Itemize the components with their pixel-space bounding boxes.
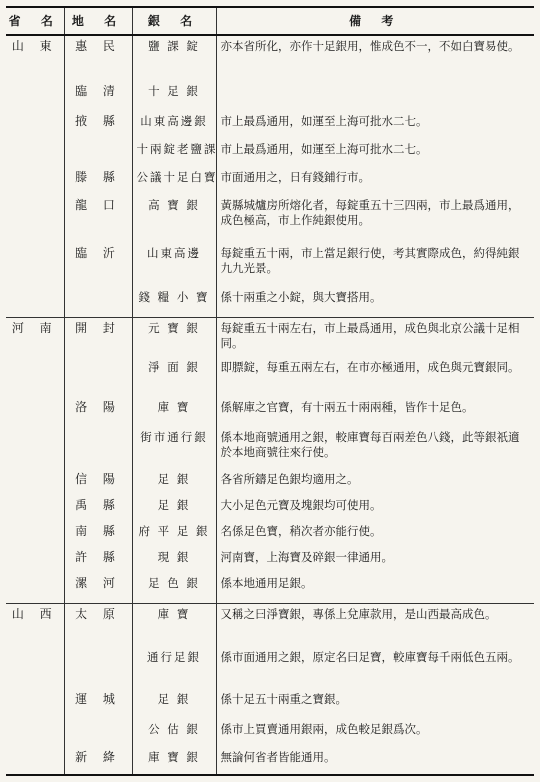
- note-cell: 市上最爲通用，如運至上海可批水二七。: [216, 139, 534, 167]
- province-cell: [6, 195, 64, 243]
- province-cell: [6, 111, 64, 139]
- silver-cell: 庫 寶: [132, 397, 216, 427]
- note-cell: 大小足色元寶及塊銀均可使用。: [216, 495, 534, 521]
- note-cell: 係市上買賣通用銀兩，成色較足銀爲次。: [216, 719, 534, 747]
- note-cell: 係十兩重之小錠，與大寶搭用。: [216, 287, 534, 317]
- note-cell: 河南寶，上海寶及碎銀一律通用。: [216, 547, 534, 573]
- silver-cell: 十兩錠老鹽課: [132, 139, 216, 167]
- silver-cell: 山東高邊銀: [132, 111, 216, 139]
- province-cell: [6, 427, 64, 469]
- table-row: [6, 287, 534, 317]
- silver-cell: 十 足 銀: [132, 81, 216, 111]
- place-cell: [64, 357, 132, 397]
- province-cell: [6, 495, 64, 521]
- table-row: [6, 747, 534, 775]
- table-row: [6, 521, 534, 547]
- note-cell: 亦本省所化，亦作十足銀用，惟成色不一，不如白寶易使。: [216, 35, 534, 81]
- table-row: [6, 35, 534, 81]
- province-cell: [6, 81, 64, 111]
- province-cell: [6, 747, 64, 775]
- place-cell: 掖 縣: [64, 111, 132, 139]
- silver-cell: 元 寶 銀: [132, 317, 216, 357]
- place-cell: [64, 719, 132, 747]
- note-cell: 無論何省者皆能通用。: [216, 747, 534, 775]
- silver-cell: 公議十足白寶: [132, 167, 216, 195]
- note-cell: 市面通用之，日有錢鋪行市。: [216, 167, 534, 195]
- table-row: [6, 243, 534, 287]
- province-cell: 山 西: [6, 603, 64, 647]
- note-cell: 每錠重五十兩左右，市上最爲通用，成色與北京公議十足相同。: [216, 317, 534, 357]
- province-cell: [6, 719, 64, 747]
- place-cell: 惠 民: [64, 35, 132, 81]
- table-row: [6, 573, 534, 603]
- table-row: [6, 195, 534, 243]
- table-row: [6, 689, 534, 719]
- province-cell: 山 東: [11, 39, 58, 53]
- province-cell: 河 南: [6, 317, 64, 357]
- silver-cell: 足 色 銀: [132, 573, 216, 603]
- province-cell: [6, 469, 64, 495]
- note-cell: 係十足五十兩重之寶銀。: [216, 689, 534, 719]
- province-cell: [6, 647, 64, 689]
- note-cell: [216, 81, 534, 111]
- province-cell: [6, 547, 64, 573]
- note-cell: 係本地商號通用之銀，較庫寶每百兩差色八錢，此等銀祇適於本地商號往來行使。: [216, 427, 534, 469]
- place-cell: 新 絳: [64, 747, 132, 775]
- note-cell: 係市面通用之銀，原定名曰足寶，較庫寶每千兩低色五兩。: [216, 647, 534, 689]
- silver-cell: 錢 糧 小 寶: [132, 287, 216, 317]
- place-cell: 太 原: [64, 603, 132, 647]
- note-cell: 係本地通用足銀。: [216, 573, 534, 603]
- header-place: 地 名: [64, 7, 132, 35]
- silver-cell: 府 平 足 銀: [132, 521, 216, 547]
- header-note: 備 考: [216, 7, 534, 35]
- province-cell: [6, 287, 64, 317]
- place-cell: 許 縣: [64, 547, 132, 573]
- place-cell: 洛 陽: [64, 397, 132, 427]
- place-cell: 運 城: [64, 689, 132, 719]
- table-row: [6, 397, 534, 427]
- province-cell: [6, 573, 64, 603]
- table-row: [6, 81, 534, 111]
- table-row: [6, 547, 534, 573]
- note-cell: 即膘錠，每重五兩左右，在市亦極通用，成色與元寶銀同。: [216, 357, 534, 397]
- silver-cell: 淨 面 銀: [132, 357, 216, 397]
- silver-cell: 庫 寶 銀: [132, 747, 216, 775]
- table-row: [6, 603, 534, 647]
- silver-cell: 鹽 課 錠: [132, 35, 216, 81]
- note-cell: 黃縣城爐房所熔化者，每錠重五十三四兩，市上最爲通用，成色極高，市上作純銀使用。: [216, 195, 534, 243]
- province-cell: [6, 357, 64, 397]
- silver-table: [6, 6, 534, 776]
- note-cell: 各省所鑄足色銀均適用之。: [216, 469, 534, 495]
- place-cell: 臨 清: [64, 81, 132, 111]
- place-cell: 漯 河: [64, 573, 132, 603]
- note-cell: 每錠重五十兩，市上當足銀行使，考其實際成色，約得純銀九九光景。: [216, 243, 534, 287]
- header-silver: 銀 名: [132, 7, 216, 35]
- province-cell: [6, 167, 64, 195]
- silver-cell: 通行足銀: [132, 647, 216, 689]
- place-cell: 信 陽: [64, 469, 132, 495]
- silver-cell: 足 銀: [132, 689, 216, 719]
- silver-cell: 街市通行銀: [132, 427, 216, 469]
- table-row: [6, 719, 534, 747]
- place-cell: [64, 647, 132, 689]
- silver-cell: 現 銀: [132, 547, 216, 573]
- table-row: [6, 647, 534, 689]
- note-cell: 名係足色寶，稍次者亦能行使。: [216, 521, 534, 547]
- place-cell: 龍 口: [64, 195, 132, 243]
- place-cell: 開 封: [64, 317, 132, 357]
- place-cell: [64, 287, 132, 317]
- table-row: [6, 357, 534, 397]
- table-row: [6, 495, 534, 521]
- place-cell: 滕 縣: [64, 167, 132, 195]
- province-cell: [6, 139, 64, 167]
- place-cell: 南 縣: [64, 521, 132, 547]
- note-cell: 市上最爲通用，如運至上海可批水二七。: [216, 111, 534, 139]
- header-row: [6, 7, 534, 35]
- place-cell: 禹 縣: [64, 495, 132, 521]
- silver-cell: 庫 寶: [132, 603, 216, 647]
- silver-cell: 公 估 銀: [132, 719, 216, 747]
- table-row: [6, 469, 534, 495]
- province-cell: [6, 243, 64, 287]
- silver-cell: 足 銀: [132, 469, 216, 495]
- header-province: 省 名: [6, 7, 64, 35]
- place-cell: [64, 139, 132, 167]
- note-cell: 係解庫之官寶，有十兩五十兩兩種，皆作十足色。: [216, 397, 534, 427]
- note-cell: 又稱之曰淨寶銀，專係上兌庫款用，是山西最高成色。: [216, 603, 534, 647]
- province-cell: [6, 689, 64, 719]
- table-row: [6, 139, 534, 167]
- silver-cell: 高 寶 銀: [132, 195, 216, 243]
- place-cell: [64, 427, 132, 469]
- silver-cell: 足 銀: [132, 495, 216, 521]
- table-row: [6, 167, 534, 195]
- table-row: [6, 317, 534, 357]
- province-cell: [6, 397, 64, 427]
- place-cell: 臨 沂: [64, 243, 132, 287]
- silver-cell: 山東高邊: [132, 243, 216, 287]
- table-row: [6, 427, 534, 469]
- table-row: [6, 111, 534, 139]
- province-cell: [6, 521, 64, 547]
